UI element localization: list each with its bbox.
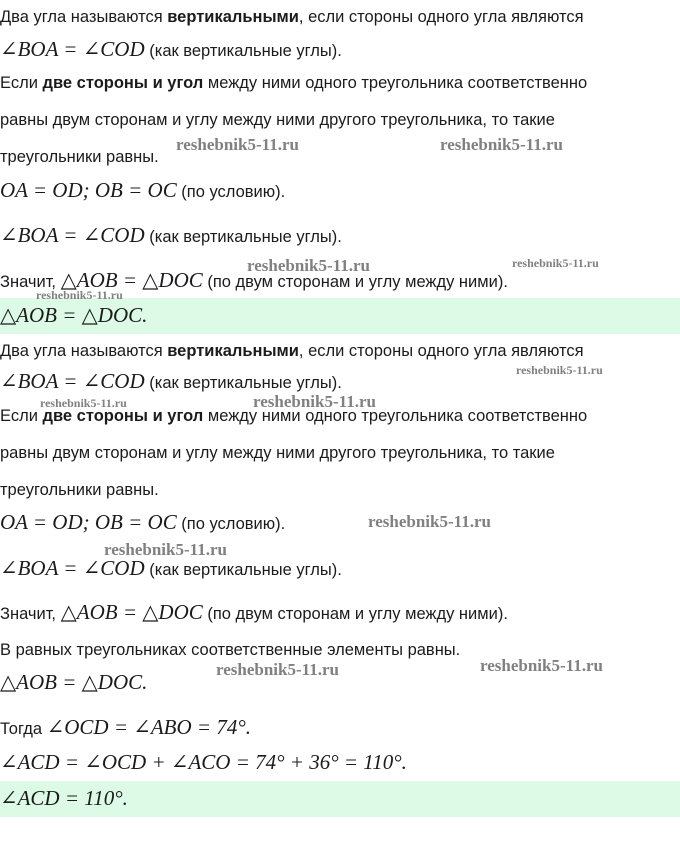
sides-equality: OA = OD; OB = OC (по условию). [0,178,286,202]
acd-sum: ∠ACD = ∠OCD + ∠ACO = 74° + 36° = 110°. [0,750,407,774]
watermark: reshebnik5-11.ru [176,135,299,154]
watermark: reshebnik5-11.ru [216,660,339,679]
vertical-angles-definition-2: Два угла называются вертикальными, если стороны одного угла являются [0,342,584,360]
watermark: reshebnik5-11.ru [480,656,603,675]
watermark: reshebnik5-11.ru [253,392,376,411]
sas-rule-line3: треугольники равны. [0,148,159,166]
ocd-angle: Тогда ∠OCD = ∠ABO = 74°. [0,715,251,739]
sas-rule-2: Если две стороны и угол между ними одного треугольника соответственно [0,407,588,425]
sides-equality-2: OA = OD; OB = OC (по условию). [0,510,286,534]
result-1: △AOB = △DOC. [0,303,148,327]
vertical-angles-definition: Два угла называются вертикальными, если стороны одного угла являются [0,8,584,26]
sas-rule-2-line3: треугольники равны. [0,481,159,499]
watermark: reshebnik5-11.ru [247,256,370,275]
watermark: reshebnik5-11.ru [104,540,227,559]
watermark: reshebnik5-11.ru [440,135,563,154]
triangle-equality: Значит, △AOB = △DOC (по двум сторонам и углу между ними). [0,268,508,292]
sas-rule: Если две стороны и угол между ними одного треугольника соответственно [0,74,588,92]
watermark: reshebnik5-11.ru [512,256,599,270]
sas-rule-line2: равны двум сторонам и углу между ними другого треугольника, то такие [0,111,555,129]
watermark: reshebnik5-11.ru [36,288,123,302]
watermark: reshebnik5-11.ru [516,363,603,377]
sas-rule-2-line2: равны двум сторонам и углу между ними другого треугольника, то такие [0,444,555,462]
equal-elements-statement: В равных треугольниках соответственные элементы равны. [0,641,461,659]
angle-equality-b2: ∠BOA = ∠COD (как вертикальные углы). [0,369,342,393]
watermark: reshebnik5-11.ru [368,512,491,531]
angle-equality: ∠BOA = ∠COD (как вертикальные углы). [0,37,342,61]
angle-equality-b2-2: ∠BOA = ∠COD (как вертикальные углы). [0,556,342,580]
result-2: ∠ACD = 110°. [0,786,128,810]
watermark: reshebnik5-11.ru [40,396,127,410]
triangle-equality-2: Значит, △AOB = △DOC (по двум сторонам и углу между ними). [0,600,508,624]
angle-equality-2: ∠BOA = ∠COD (как вертикальные углы). [0,223,342,247]
triangle-equality-plain: △AOB = △DOC. [0,670,148,694]
